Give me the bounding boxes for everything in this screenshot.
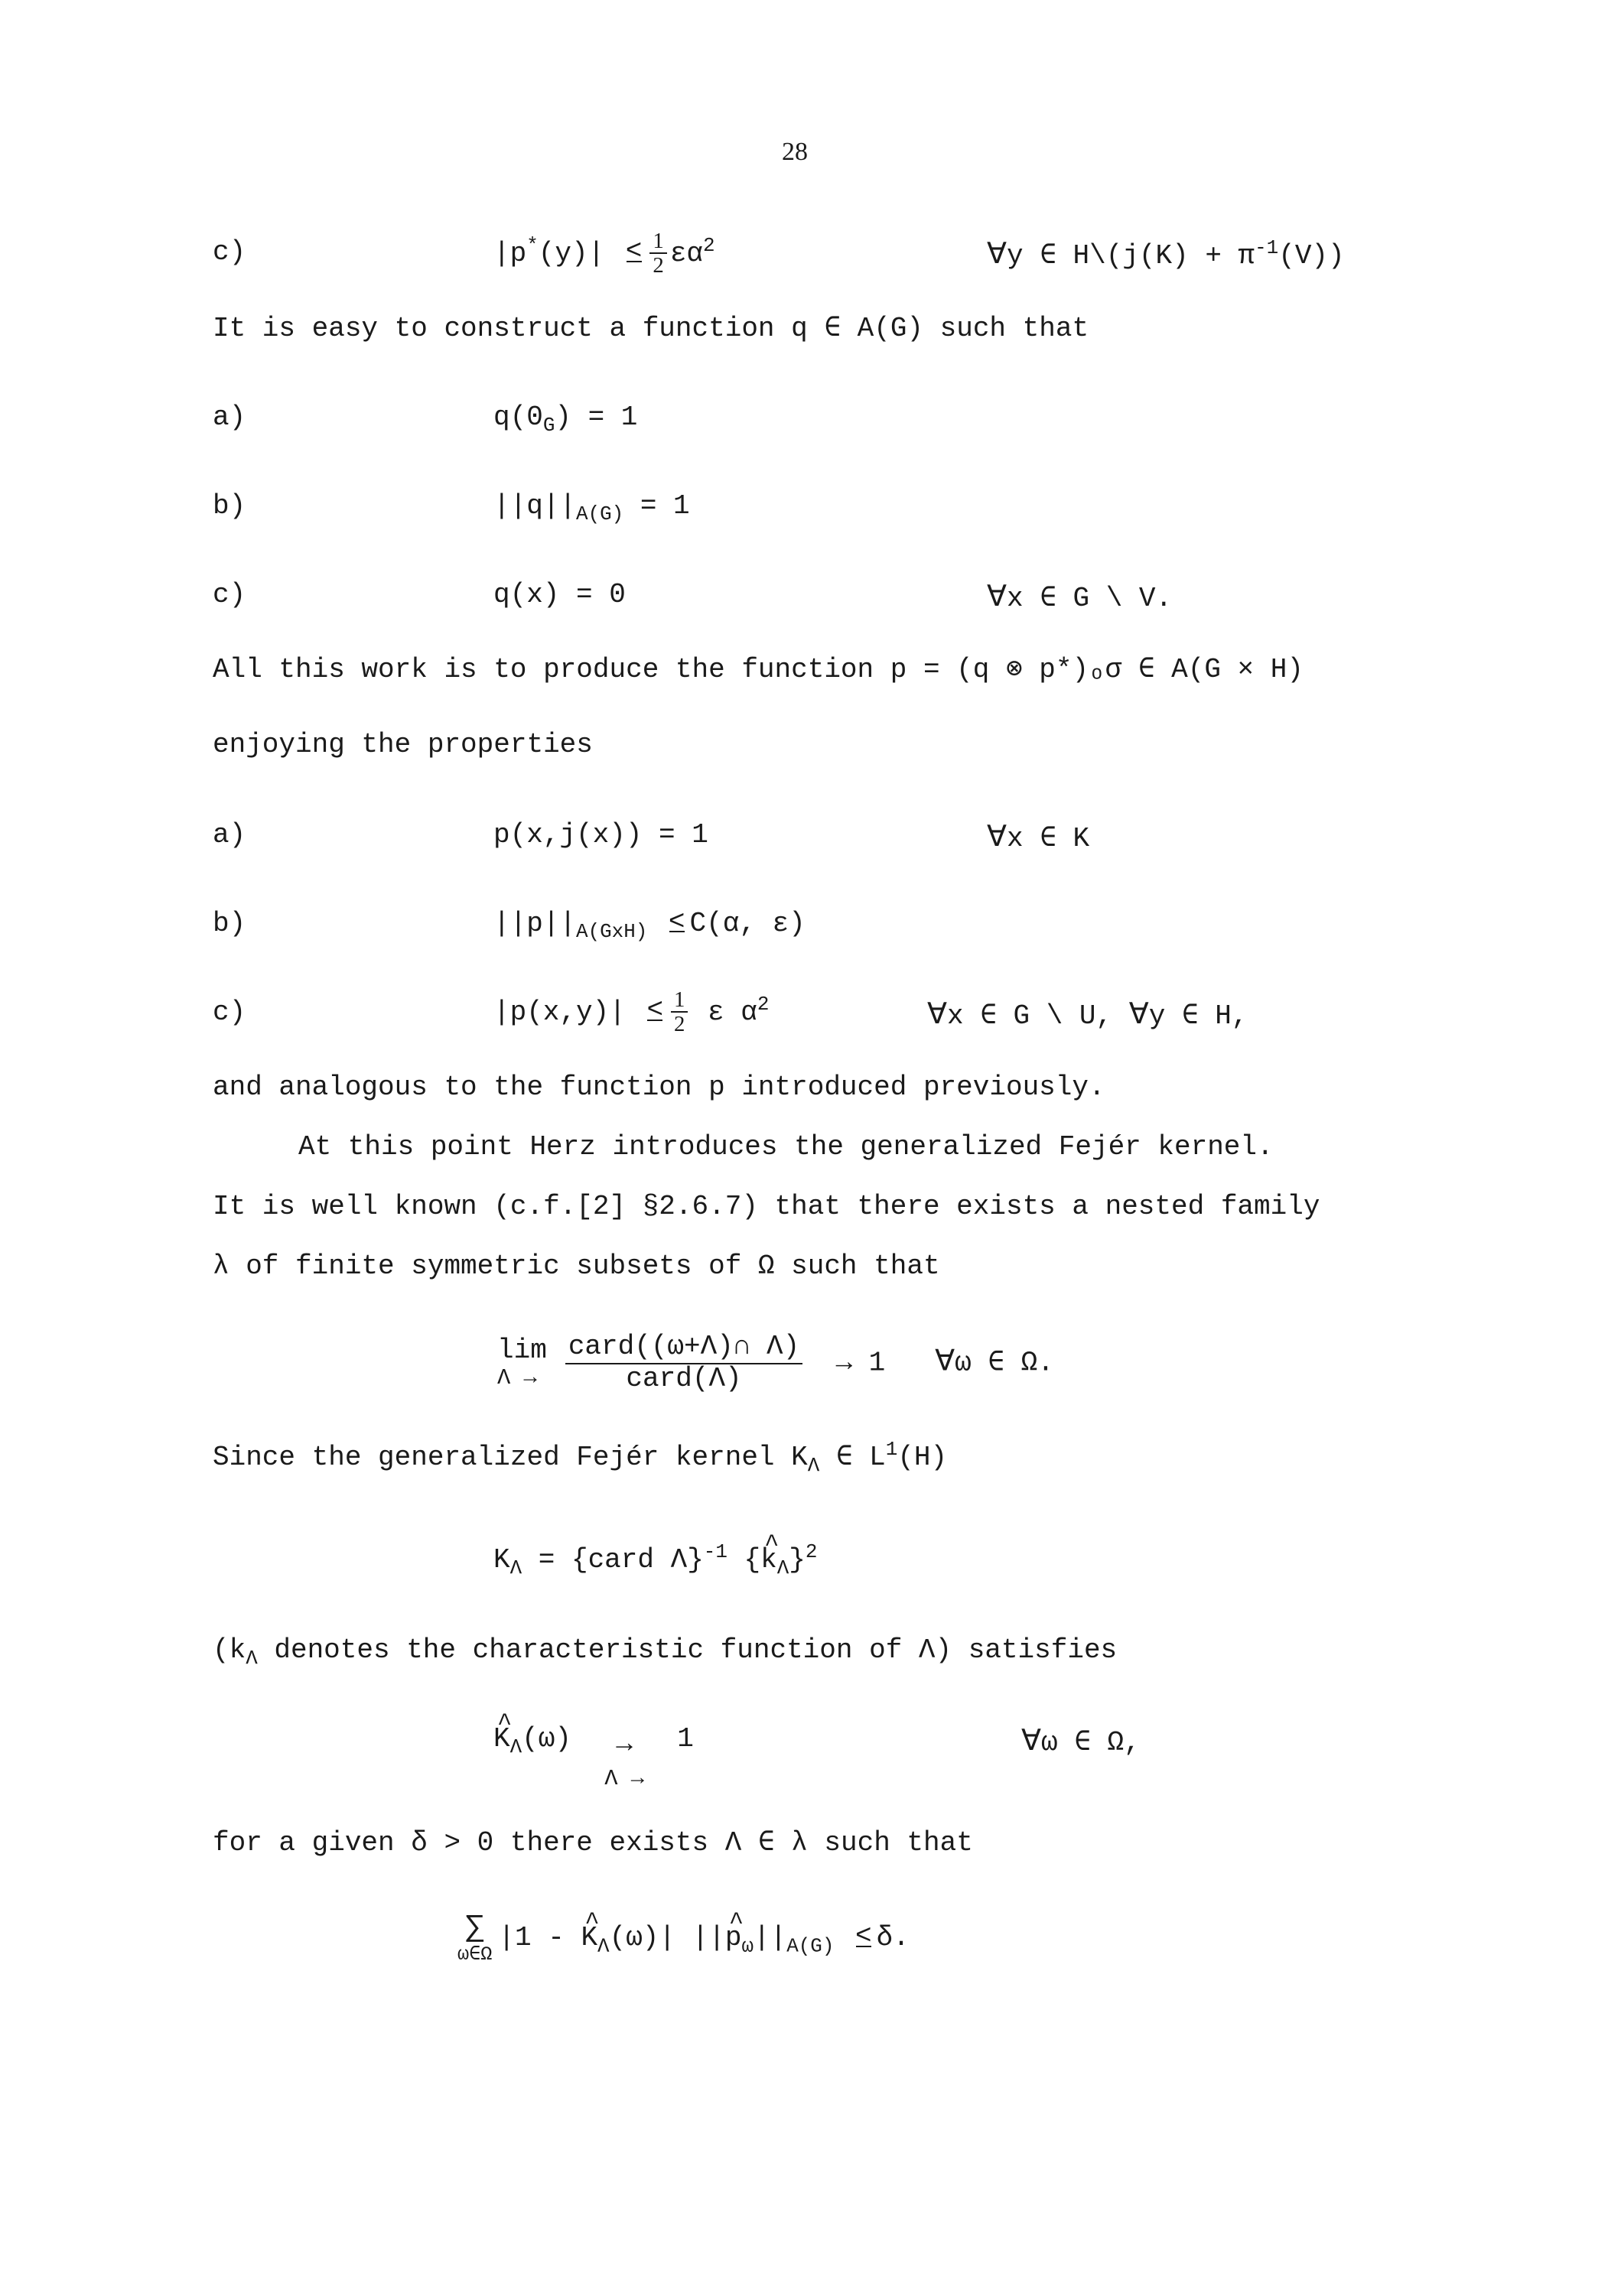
equation-q-a: $q(0_G) = 1$ [493, 402, 638, 437]
equation-quantifier: ∀x ∈ K [987, 819, 1090, 854]
paragraph-line: λ of finite symmetric subsets of Ω such that [213, 1250, 940, 1282]
equation-p-star-bound: |p*(y)| < $\frac{1}{2}$ $\varepsilon\alpha^2$ [493, 229, 715, 278]
equation-q-b: $||q||_{A(G)} = 1$ [493, 490, 690, 526]
equation-p-a: p(x,j(x)) = 1 [493, 819, 708, 850]
equation-quantifier: ∀x ∈ G \ V. [987, 579, 1173, 614]
condition-label: c) [213, 579, 246, 610]
paragraph-line: ($k_\Lambda$ denotes the characteristic function of Λ) satisfies [213, 1634, 1118, 1670]
condition-label: b) [213, 490, 246, 522]
condition-label: c) [213, 236, 246, 268]
page-number: 28 [782, 138, 808, 166]
equation-quantifier: ∀ω ∈ Ω, [1021, 1723, 1141, 1758]
condition-label: c) [213, 997, 246, 1028]
equation-quantifier: ∀y ∈ H\(j(K) + $\pi^{-1}(V)$) [987, 236, 1345, 272]
paragraph-line: All this work is to produce the function p = (q ⊗ p*)ₒσ ∈ A(G × H) [213, 654, 1304, 685]
paragraph-line: enjoying the properties [213, 729, 593, 760]
condition-label: a) [213, 402, 246, 433]
paragraph-line: At this point Herz introduces the generalized Fejér kernel. [298, 1131, 1274, 1163]
paragraph-line: It is easy to construct a function q ∈ A(G) such that [213, 313, 1089, 344]
paragraph-line: It is well known (c.f.[2] §2.6.7) that there exists a nested family [213, 1191, 1320, 1222]
equation-sum-bound: ∑ ω∈Ω |1 - ^ $K_\Lambda(\omega)|$ ||^ $p_\omega||_{A(G)}$ < δ. [457, 1911, 910, 1965]
paragraph-line: for a given δ > 0 there exists Λ ∈ λ such that [213, 1827, 973, 1859]
equation-p-b: $||p||_{A(GxH)}$ < C(α, ε) [493, 906, 806, 944]
equation-q-c: q(x) = 0 [493, 579, 626, 610]
equation-fejer-kernel: $K_\Lambda$ = {card Λ}$^{-1}$ {^ $k_\Lambda\}^2$ [493, 1546, 817, 1574]
equation-quantifier: ∀x ∈ G \ U, ∀y ∈ H, [927, 997, 1248, 1032]
paragraph-line: and analogous to the function p introduced previously. [213, 1072, 1105, 1103]
paragraph-line: Since the generalized Fejér kernel $K_\Lambda$ ∈ $L^1(H)$ [213, 1438, 948, 1478]
equation-kernel-limit: ^ $K_\Lambda(\omega)$ → Λ → 1 [493, 1725, 694, 1795]
condition-label: a) [213, 819, 246, 850]
equation-limit: lim Λ → $\frac{\text{card((ω+Λ)∩ Λ)}}{\text{card(Λ)}}$ → 1 ∀ω ∈ Ω. [497, 1331, 1054, 1394]
condition-label: b) [213, 908, 246, 939]
equation-p-c: |p(x,y)| < $\frac{1}{2}$ ε $\alpha^2$ [493, 987, 770, 1037]
